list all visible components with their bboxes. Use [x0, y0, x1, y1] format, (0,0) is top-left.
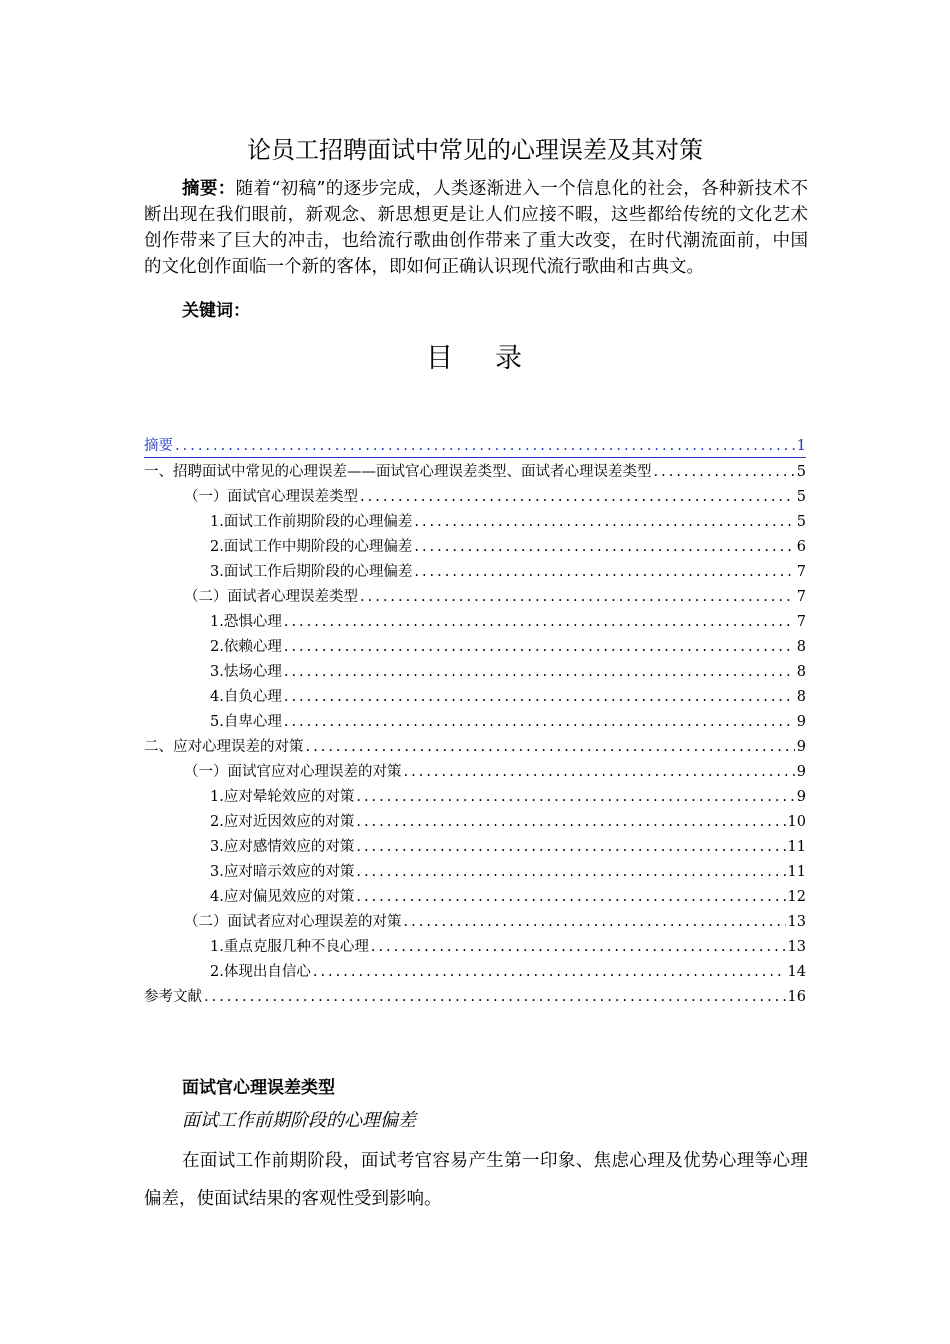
toc-page-number: 13 — [787, 939, 806, 955]
section-heading: 面试官心理误差类型 — [182, 1078, 335, 1098]
body-paragraph: 在面试工作前期阶段，面试考官容易产生第一印象、焦虑心理及优势心理等心理偏差，使面试结果的客观性受到影响。 — [144, 1151, 808, 1209]
toc-leader-dots — [284, 711, 795, 733]
toc-leader-dots — [414, 511, 794, 533]
toc-page-number: 5 — [796, 514, 806, 530]
toc-page-number: 10 — [787, 814, 806, 830]
toc-page-number: 16 — [787, 989, 806, 1005]
toc-page-number: 11 — [787, 839, 806, 855]
toc-title — [0, 342, 950, 376]
toc-leader-dots — [284, 636, 795, 658]
toc-entry-text: 1.重点克服几种不良心理 — [210, 939, 369, 955]
toc-leader-dots — [284, 611, 795, 633]
toc-page-number: 9 — [796, 789, 806, 805]
toc-leader-dots — [360, 586, 795, 608]
toc-leader-dots — [404, 911, 786, 933]
document-title: 论员工招聘面试中常见的心理误差及其对策 — [247, 136, 703, 164]
toc-page-number: 5 — [796, 489, 806, 505]
toc-entry-text: 4.应对偏见效应的对策 — [210, 889, 355, 905]
toc-page-number: 7 — [796, 589, 806, 605]
toc-entry-text: 参考文献 — [144, 989, 202, 1005]
toc-leader-dots — [356, 786, 794, 808]
toc-entry[interactable] — [144, 883, 806, 908]
toc-entry-text: 二、应对心理误差的对策 — [144, 739, 304, 755]
toc-leader-dots — [175, 435, 795, 457]
toc-entry-text: 3.面试工作后期阶段的心理偏差 — [210, 564, 413, 580]
toc-page-number: 7 — [796, 614, 806, 630]
toc-entry-text: 5.自卑心理 — [210, 714, 282, 730]
toc-leader-dots — [360, 486, 795, 508]
toc-leader-dots — [356, 861, 785, 883]
toc-entry-text: 4.自负心理 — [210, 689, 282, 705]
toc-entry-text: 摘要 — [144, 438, 173, 454]
toc-leader-dots — [414, 536, 794, 558]
toc-entry[interactable] — [144, 658, 806, 683]
toc-title-right: 录 — [495, 343, 524, 374]
toc-page-number: 13 — [787, 914, 806, 930]
toc-entry[interactable] — [144, 833, 806, 858]
toc-page-number: 9 — [796, 714, 806, 730]
toc-leader-dots — [356, 886, 785, 908]
table-of-contents — [144, 433, 806, 1008]
toc-entry-text: 2.应对近因效应的对策 — [210, 814, 355, 830]
toc-leader-dots — [284, 686, 795, 708]
toc-entry-text: 1.应对晕轮效应的对策 — [210, 789, 355, 805]
toc-entry-text: 2.面试工作中期阶段的心理偏差 — [210, 539, 413, 555]
toc-entry-text: 2.体现出自信心 — [210, 964, 311, 980]
toc-entry[interactable] — [144, 758, 806, 783]
toc-entry-text: 3.应对感情效应的对策 — [210, 839, 355, 855]
keywords-label: 关键词： — [182, 301, 250, 321]
toc-entry[interactable] — [144, 633, 806, 658]
toc-leader-dots — [306, 736, 795, 758]
toc-entry[interactable] — [144, 983, 806, 1008]
toc-entry[interactable] — [144, 558, 806, 583]
toc-entry[interactable] — [144, 458, 806, 483]
toc-entry-text: （二）面试者应对心理误差的对策 — [184, 914, 402, 930]
toc-leader-dots — [356, 836, 785, 858]
abstract-paragraph — [144, 176, 808, 280]
toc-entry[interactable] — [144, 683, 806, 708]
toc-leader-dots — [404, 761, 795, 783]
toc-entry-text: 3.怯场心理 — [210, 664, 282, 680]
toc-title-left: 目 — [426, 343, 455, 374]
toc-leader-dots — [204, 986, 786, 1008]
toc-page-number: 9 — [796, 739, 806, 755]
toc-entry[interactable] — [144, 783, 806, 808]
toc-leader-dots — [371, 936, 786, 958]
abstract-label: 摘要： — [182, 179, 236, 199]
toc-page-number: 1 — [796, 438, 806, 454]
toc-entry[interactable] — [144, 608, 806, 633]
toc-entry-text: （二）面试者心理误差类型 — [184, 589, 358, 605]
section-subheading: 面试工作前期阶段的心理偏差 — [182, 1110, 416, 1131]
toc-entry-text: 一、招聘面试中常见的心理误差——面试官心理误差类型、面试者心理误差类型 — [144, 464, 652, 480]
toc-entry[interactable] — [144, 708, 806, 733]
toc-page-number: 8 — [796, 689, 806, 705]
toc-entry[interactable] — [144, 533, 806, 558]
toc-page-number: 9 — [796, 764, 806, 780]
toc-page-number: 11 — [787, 864, 806, 880]
toc-leader-dots — [284, 661, 795, 683]
toc-page-number: 5 — [796, 464, 806, 480]
toc-page-number: 7 — [796, 564, 806, 580]
toc-entry[interactable] — [144, 733, 806, 758]
toc-entry-text: 1.面试工作前期阶段的心理偏差 — [210, 514, 413, 530]
toc-leader-dots — [414, 561, 794, 583]
toc-page-number: 12 — [787, 889, 806, 905]
toc-entry-text: 2.依赖心理 — [210, 639, 282, 655]
toc-entry-text: （一）面试官心理误差类型 — [184, 489, 358, 505]
toc-leader-dots — [313, 961, 786, 983]
toc-entry[interactable] — [144, 508, 806, 533]
toc-page-number: 14 — [787, 964, 806, 980]
toc-entry[interactable] — [144, 808, 806, 833]
toc-entry-text: 1.恐惧心理 — [210, 614, 282, 630]
toc-page-number: 8 — [796, 664, 806, 680]
toc-page-number: 6 — [796, 539, 806, 555]
abstract-text: 随着“初稿”的逐步完成，人类逐渐进入一个信息化的社会，各种新技术不断出现在我们眼前，新观念、新思想更是让人们应接不暇，这些都给传统的文化艺术创作带来了巨大的冲击，也给流行歌曲创作带来了重大改变，在时代潮流面前，中国的文化创作面临一个新的客体，即如何正确认识现代流行歌曲和古典文。 — [144, 179, 808, 277]
toc-entry[interactable] — [144, 483, 806, 508]
toc-entry[interactable] — [144, 958, 806, 983]
toc-link-abstract[interactable] — [144, 433, 806, 458]
toc-leader-dots — [356, 811, 785, 833]
toc-entry[interactable] — [144, 908, 806, 933]
toc-leader-dots — [654, 461, 795, 483]
toc-entry-text: 3.应对暗示效应的对策 — [210, 864, 355, 880]
toc-entry[interactable] — [144, 583, 806, 608]
toc-entry[interactable] — [144, 858, 806, 883]
toc-entry[interactable] — [144, 933, 806, 958]
toc-page-number: 8 — [796, 639, 806, 655]
toc-entry-text: （一）面试官应对心理误差的对策 — [184, 764, 402, 780]
